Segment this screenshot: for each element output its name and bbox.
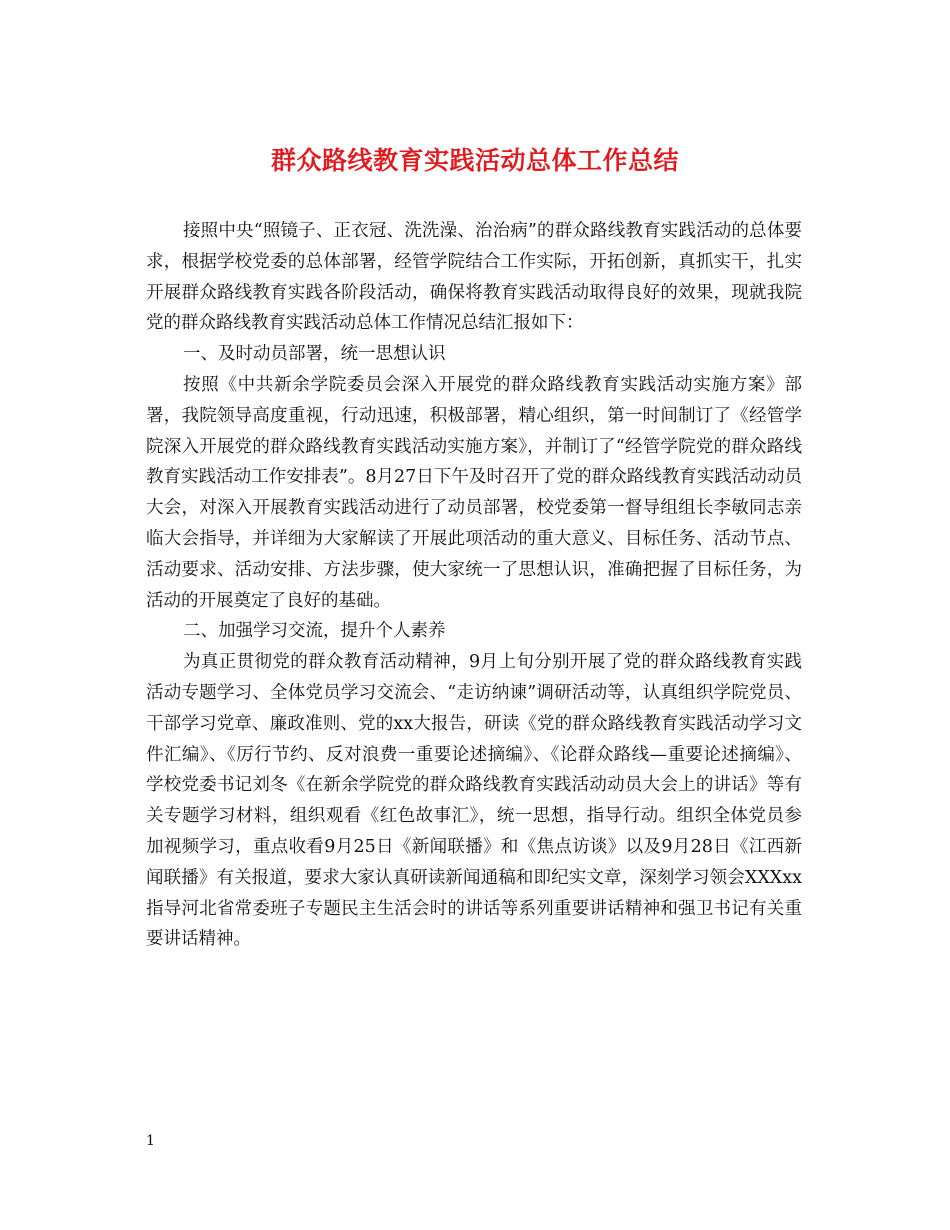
- page-number: 1: [146, 1133, 155, 1149]
- section-heading-2: 二、加强学习交流，提升个人素养: [183, 621, 446, 642]
- intro-paragraph: 接照中央“照镜子、正衣冠、洗洗澡、治治病”的群众路线教育实践活动的总体要求，根据学校党委的总体部署，经管学院结合工作实际，开拓创新，真抓实干，扎实开展群众路线教育实践各阶段活动，确保将教育实践活动取得良好的效果，现就我院党的群众路线教育实践活动总体工作情况总结汇报如下：: [146, 221, 802, 334]
- document-title: 群众路线教育实践活动总体工作总结: [270, 146, 679, 175]
- section-2-paragraph: 为真正贯彻党的群众教育活动精神，9月上旬分别开展了党的群众路线教育实践活动专题学习、全体党员学习交流会、“走访纳谏”调研活动等，认真组织学院党员、干部学习党章、廉政准则、党的xx大报告，研读《党的群众路线教育实践活动学习文件汇编》、《厉行节约、反对浪费一重要论述摘编》、《论群众路线—重要论述摘编》、学校党委书记刘冬《在新余学院党的群众路线教育实践活动动员大会上的讲话》等有关专题学习材料，组织观看《红色故事汇》，统一思想，指导行动。组织全体党员参加视频学习，重点收看9月25日《新闻联播》和《焦点访谈》以及9月28日《江西新闻联播》有关报道，要求大家认真研读新闻通稿和即纪实文章，深刻学习领会XXXxx指导河北省常委班子专题民主生活会时的讲话等系列重要讲话精神和强卫书记有关重要讲话精神。: [146, 652, 802, 950]
- document-body: [146, 216, 802, 955]
- section-1-paragraph: 按照《中共新余学院委员会深入开展党的群众路线教育实践活动实施方案》部署，我院领导高度重视，行动迅速，积极部署，精心组织，第一时间制订了《经管学院深入开展党的群众路线教育实践活动实施方案》，并制订了“经管学院党的群众路线教育实践活动工作安排表”。8月27日下午及时召开了党的群众路线教育实践活动动员大会，对深入开展教育实践活动进行了动员部署，校党委第一督导组组长李敏同志亲临大会指导，并详细为大家解读了开展此项活动的重大意义、目标任务、活动节点、活动要求、活动安排、方法步骤，使大家统一了思想认识，准确把握了目标任务，为活动的开展奠定了良好的基础。: [146, 374, 802, 611]
- section-heading-1: 一、及时动员部署，统一思想认识: [183, 344, 446, 365]
